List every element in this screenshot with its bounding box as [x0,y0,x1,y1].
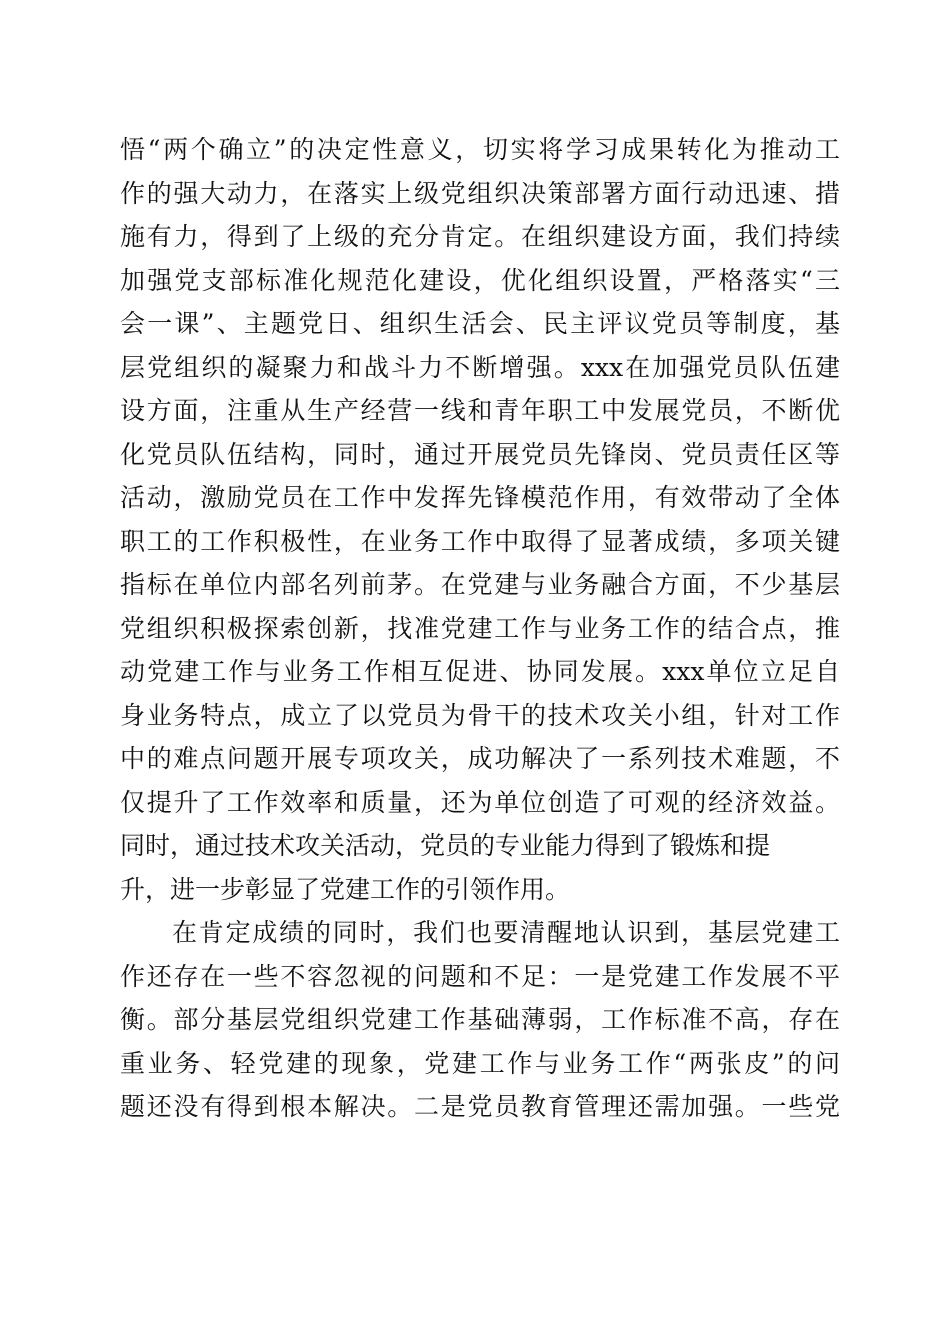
body-text [120,128,840,1129]
text-line: 悟“两个确立”的决定性意义，切实将学习成果转化为推动工 [120,135,840,164]
text-line: 施有力，得到了上级的充分肯定。在组织建设方面，我们持续 [120,222,840,251]
text-line: 指标在单位内部名列前茅。在党建与业务融合方面，不少基层 [120,570,840,599]
text-line: 升，进一步彰显了党建工作的引领作用。 [120,874,571,904]
text-line: 同时，通过技术攻关活动，党员的专业能力得到了锻炼和提 [120,831,771,860]
text-line: 题还没有得到根本解决。二是党员教育管理还需加强。一些党 [120,1092,840,1121]
text-line: 作还存在一些不容忽视的问题和不足：一是党建工作发展不平 [120,961,840,991]
text-line: 化党员队伍结构，同时，通过开展党员先锋岗、党员责任区等 [120,439,840,469]
text-line: 设方面，注重从生产经营一线和青年职工中发展党员，不断优 [120,396,840,425]
text-line: 职工的工作积极性，在业务工作中取得了显著成绩，多项关键 [120,526,840,556]
text-line: 党组织积极探索创新，找准党建工作与业务工作的结合点，推 [120,613,840,643]
text-line: 作的强大动力，在落实上级党组织决策部署方面行动迅速、措 [120,178,840,208]
text-line: 重业务、轻党建的现象，党建工作与业务工作“两张皮”的问 [120,1048,840,1078]
text-line: 活动，激励党员在工作中发挥先锋模范作用，有效带动了全体 [120,483,840,512]
text-line: 会一课”、主题党日、组织生活会、民主评议党员等制度，基 [120,309,840,338]
text-line: 身业务特点，成立了以党员为骨干的技术攻关小组，针对工作 [120,700,840,730]
text-line: 加强党支部标准化规范化建设，优化组织设置，严格落实“三 [120,265,840,295]
text-line: 衡。部分基层党组织党建工作基础薄弱，工作标准不高，存在 [120,1005,840,1034]
text-line: 中的难点问题开展专项攻关，成功解决了一系列技术难题，不 [120,744,840,773]
text-line: 动党建工作与业务工作相互促进、协同发展。xxx单位立足自 [120,657,840,686]
text-line: 层党组织的凝聚力和战斗力不断增强。xxx在加强党员队伍建 [120,352,840,382]
text-line: 仅提升了工作效率和质量，还为单位创造了可观的经济效益。 [120,787,840,817]
text-line: 在肯定成绩的同时，我们也要清醒地认识到，基层党建工 [172,918,840,947]
